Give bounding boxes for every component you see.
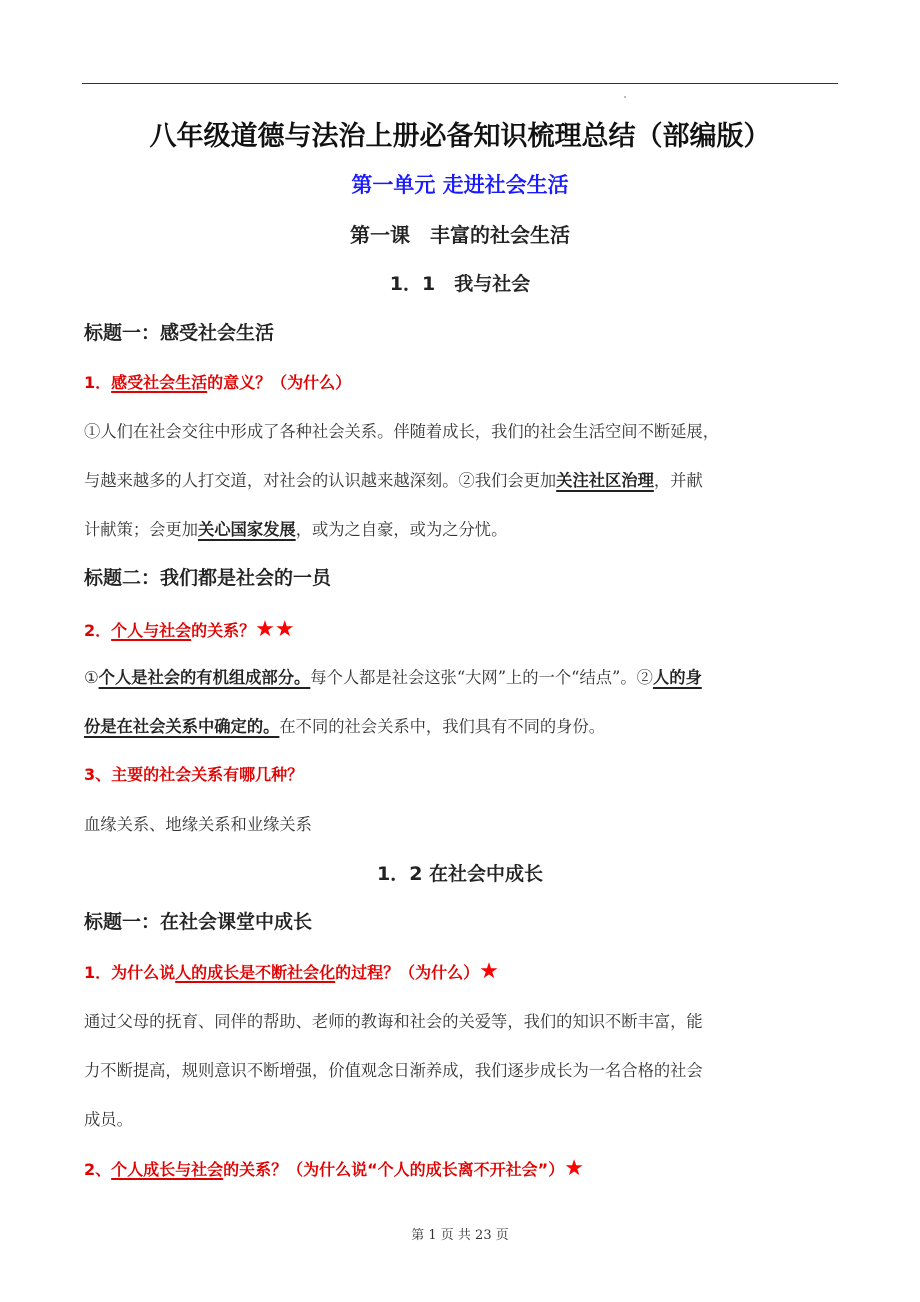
question-5-key-term: 个人成长与社会 xyxy=(111,1160,224,1179)
question-2-text: 的关系？ xyxy=(191,621,256,640)
answer-2-line-1 xyxy=(84,664,702,688)
answer-3: 血缘关系、地缘关系和业缘关系 xyxy=(84,815,312,834)
star-icon: ★ xyxy=(564,1156,584,1181)
answer-1-line-2-text: 与越来越多的人打交道，对社会的认识越来越深刻。②我们会更加 xyxy=(84,471,557,490)
lesson-heading: 第一课 丰富的社会生活 xyxy=(350,223,570,247)
star-icon: ★★ xyxy=(255,617,295,642)
page-footer: 第 1 页 共 23 页 xyxy=(411,1228,509,1243)
question-1-key-term: 感受社会生活 xyxy=(111,373,208,392)
question-4-prefix: 1．为什么说 xyxy=(84,963,176,982)
answer-1-line-3-text: 计献策；会更加 xyxy=(84,520,198,539)
answer-1-line-3-tail: ，或为之自豪，或为之分忧。 xyxy=(295,520,508,539)
answer-1-line-1: ①人们在社会交往中形成了各种社会关系。伴随着成长，我们的社会生活空间不断延展， xyxy=(84,422,719,441)
question-3: 3、主要的社会关系有哪几种？ xyxy=(84,765,304,784)
section-heading-1-1: 1．1 我与社会 xyxy=(389,273,531,295)
answer-2-key-point-2a: 人的身 xyxy=(652,668,702,687)
answer-4-line-3: 成员。 xyxy=(84,1110,133,1129)
answer-2-key-point-2b: 份是在社会关系中确定的。 xyxy=(84,717,280,736)
answer-2-circle-1: ① xyxy=(84,668,99,687)
question-5-text: 的关系？（为什么说“个人的成长离不开社会”） xyxy=(223,1160,565,1179)
answer-2-line-1-text: 每个人都是社会这张“大网”上的一个“结点”。② xyxy=(310,668,653,687)
star-icon: ★ xyxy=(479,959,499,984)
question-5-prefix: 2、 xyxy=(84,1160,112,1179)
answer-2-line-2 xyxy=(84,713,605,737)
unit-heading: 第一单元 走进社会生活 xyxy=(351,173,569,197)
question-1-text: 的意义？（为什么） xyxy=(207,373,352,392)
question-2-number: 2． xyxy=(84,621,112,640)
question-2 xyxy=(84,617,295,642)
header-dot xyxy=(624,96,626,98)
document-title: 八年级道德与法治上册必备知识梳理总结（部编版） xyxy=(149,121,771,152)
section-heading-1-2: 1．2 在社会中成长 xyxy=(376,863,544,885)
answer-4-line-2: 力不断提高，规则意识不断增强，价值观念日渐养成，我们逐步成长为一名合格的社会 xyxy=(84,1061,703,1080)
answer-1-key-point-1: 关注社区治理 xyxy=(556,471,654,490)
answer-1-line-2-tail: ，并献 xyxy=(653,471,703,490)
subheading-2: 标题二：我们都是社会的一员 xyxy=(84,567,332,589)
answer-1-line-2 xyxy=(84,467,703,491)
answer-2-line-2-text: 在不同的社会关系中，我们具有不同的身份。 xyxy=(279,717,606,736)
question-4-text: 的过程？（为什么） xyxy=(335,963,480,982)
answer-1-line-3 xyxy=(84,516,507,540)
answer-1-key-point-2: 关心国家发展 xyxy=(197,520,296,539)
question-2-key-term: 个人与社会 xyxy=(111,621,192,640)
question-4 xyxy=(84,959,499,984)
question-4-key-term: 人的成长是不断社会化 xyxy=(175,963,336,982)
question-1-number: 1． xyxy=(84,373,112,392)
header-rule xyxy=(82,83,838,84)
subheading-1: 标题一：感受社会生活 xyxy=(84,322,275,344)
answer-2-key-point-1: 个人是社会的有机组成部分。 xyxy=(98,668,311,687)
subheading-3: 标题一：在社会课堂中成长 xyxy=(84,911,313,933)
question-5 xyxy=(84,1156,584,1181)
answer-4-line-1: 通过父母的抚育、同伴的帮助、老师的教诲和社会的关爱等，我们的知识不断丰富，能 xyxy=(84,1012,703,1031)
question-1 xyxy=(84,370,351,393)
